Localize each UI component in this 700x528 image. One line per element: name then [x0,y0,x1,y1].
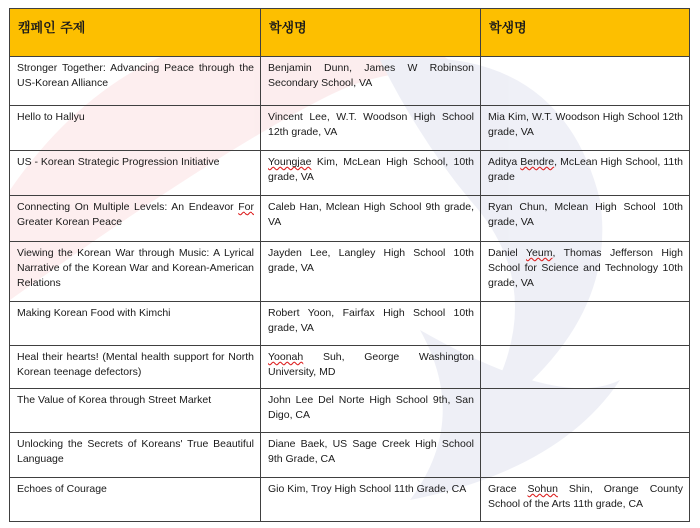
student-cell [481,57,690,106]
student-cell [481,478,690,522]
student-cell: Benjamin Dunn, James W Robinson Secondary School, VA [261,57,481,106]
student-cell [481,302,690,346]
table-row [10,433,690,478]
student-text: Grace [488,483,528,495]
campaign-table [9,8,690,522]
student-cell: Caleb Han, Mclean High School 9th grade, VA [261,196,481,242]
student-cell: Vincent Lee, W.T. Woodson High School 12th grade, VA [261,106,481,151]
table-row [10,196,690,242]
student-cell [481,433,690,478]
spellcheck-word: Bendre [520,156,555,168]
table-header-row [10,9,690,57]
table-row [10,57,690,106]
student-cell [261,151,481,196]
campaign-topic-cell: Viewing the Korean War through Music: A Lyrical Narrative of the Korean War and Korean-American Relations [10,242,261,302]
student-cell [481,346,690,389]
student-cell: Gio Kim, Troy High School 11th Grade, CA [261,478,481,522]
student-cell: Ryan Chun, Mclean High School 10th grade, VA [481,196,690,242]
student-text: Shin, Orange County School of the Arts 11th grade, CA [488,483,683,510]
student-text: , Thomas Jefferson High School for Science and Technology 10th grade, VA [488,247,683,289]
student-text: , McLean High School, 11th grade [488,156,683,183]
student-cell [261,346,481,389]
topic-text: Connecting On Multiple Levels: An Endeavor [17,201,239,213]
spellcheck-word: Yoonah [268,351,304,363]
spellcheck-word: Yeum [526,247,553,259]
spellcheck-word: For [238,201,254,213]
student-cell: Robert Yoon, Fairfax High School 10th grade, VA [261,302,481,346]
spellcheck-word: Sohun [527,483,558,495]
campaign-topic-cell: The Value of Korea through Street Market [10,389,261,433]
campaign-topic-cell: Unlocking the Secrets of Koreans' True Beautiful Language [10,433,261,478]
student-text: Suh, George Washington University, MD [268,351,474,378]
header-campaign-topic: 캠페인 주제 [10,9,261,57]
header-student-name: 학생명 [261,9,481,57]
campaign-topic-cell: US - Korean Strategic Progression Initiative [10,151,261,196]
table-row [10,302,690,346]
table-row [10,389,690,433]
student-text: Kim, McLean High School, 10th grade, VA [268,156,474,183]
campaign-topic-cell: Heal their hearts! (Mental health support for North Korean teenage defectors) [10,346,261,389]
table-row [10,106,690,151]
topic-text: Greater Korean Peace [17,216,123,228]
campaign-topic-cell: Echoes of Courage [10,478,261,522]
table-row [10,478,690,522]
student-cell: John Lee Del Norte High School 9th, San Digo, CA [261,389,481,433]
table-row [10,346,690,389]
student-cell [481,242,690,302]
student-cell [481,389,690,433]
campaign-topic-cell: Stronger Together: Advancing Peace through the US-Korean Alliance [10,57,261,106]
campaign-topic-cell [10,196,261,242]
campaign-topic-cell: Making Korean Food with Kimchi [10,302,261,346]
spellcheck-word: Youngjae [268,156,312,168]
campaign-topic-cell: Hello to Hallyu [10,106,261,151]
table-row [10,151,690,196]
student-cell: Diane Baek, US Sage Creek High School 9th Grade, CA [261,433,481,478]
header-student-name: 학생명 [481,9,690,57]
student-text: Aditya [488,156,521,168]
student-text: Daniel [488,247,526,259]
student-cell [481,151,690,196]
student-cell: Mia Kim, W.T. Woodson High School 12th grade, VA [481,106,690,151]
student-cell: Jayden Lee, Langley High School 10th grade, VA [261,242,481,302]
table-row [10,242,690,302]
